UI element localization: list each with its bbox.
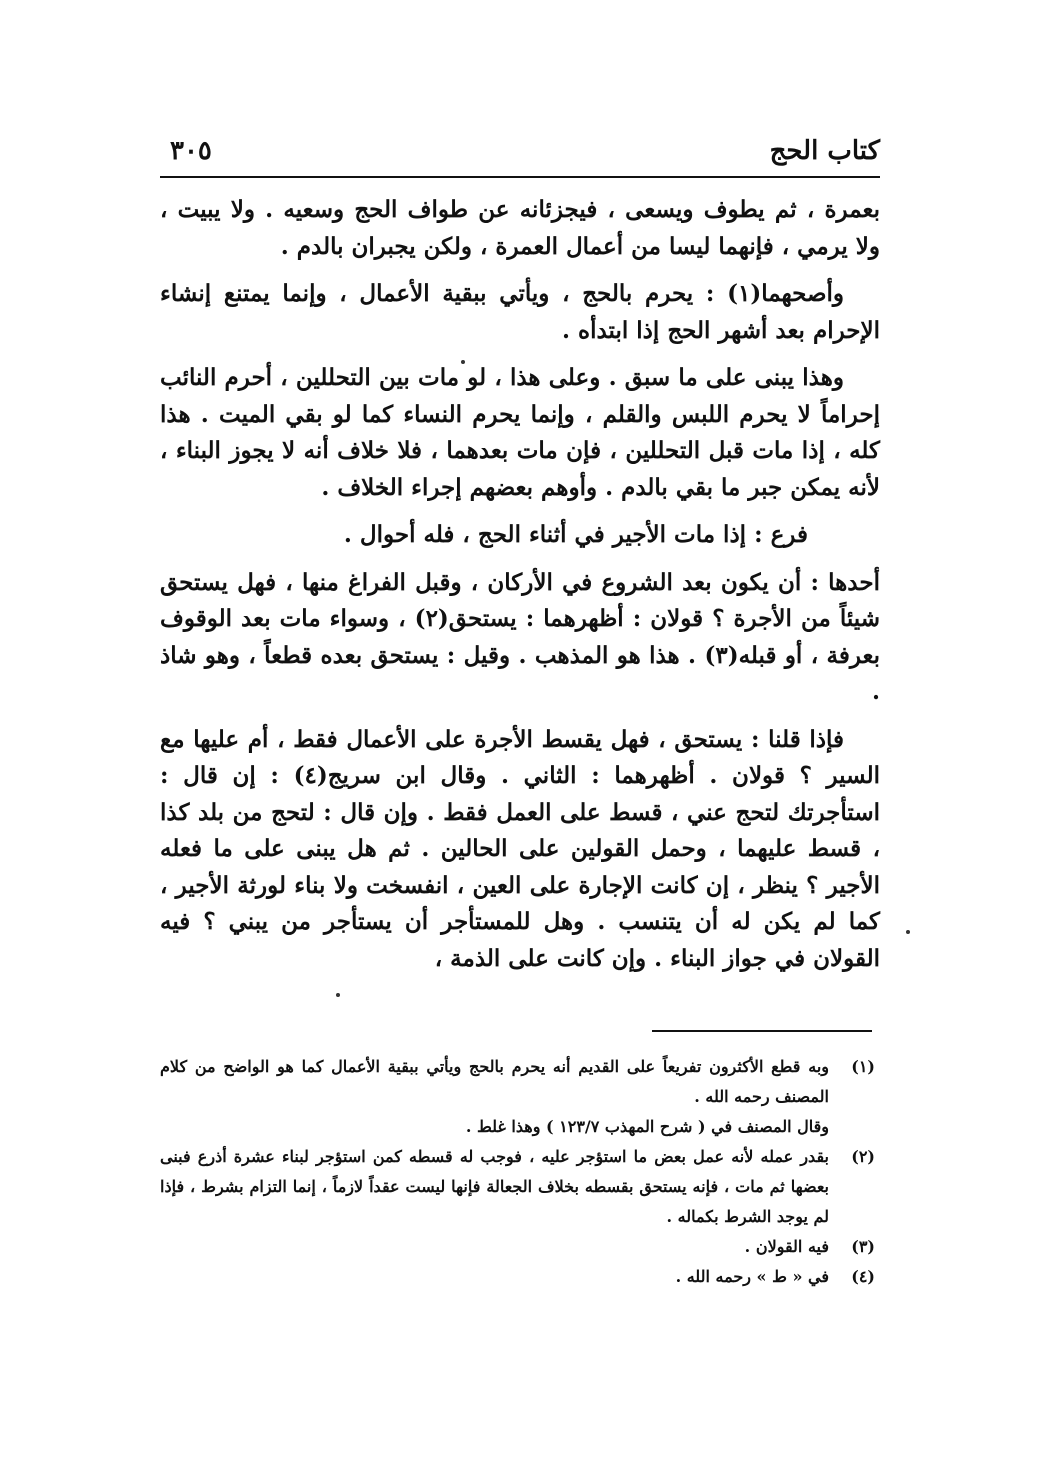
footnote-text: فيه القولان . xyxy=(744,1237,829,1256)
paragraph: وأصحهما(١) : يحرم بالحج ، ويأتي ببقية الأعمال ، وإنما يمتنع إنشاء الإحرام بعد أشهر الحج إذا ابتدأه . xyxy=(160,280,880,344)
footnotes xyxy=(160,1052,875,1292)
main-text xyxy=(160,192,880,988)
footnote-text: في « ط » رحمه الله . xyxy=(675,1267,829,1286)
footnote-text: بقدر عمله لأنه عمل بعض ما استؤجر عليه ، فوجب له قسطه كمن استؤجر لبناء عشرة أذرع فبنى بعضها ثم مات ، فإنه يستحق بقسطه بخلاف الجعالة فإنها ليست عقداً لازماً ، إنما التزام بشرط ، فإذا لم يوجد الشرط بكماله . xyxy=(160,1147,829,1226)
ink-speck xyxy=(461,360,465,364)
paragraph: فإذا قلنا : يستحق ، فهل يقسط الأجرة على الأعمال فقط ، أم عليها مع السير ؟ قولان . أظهرهما : الثاني . وقال ابن سريج(٤) : إن قال : استأجرتك لتحج عني ، قسط على العمل فقط . وإن قال : لتحج من بلد كذا ، قسط عليهما ، وحمل القولين على الحالين . ثم هل يبنى على ما فعله الأجير ؟ ينظر ، إن كانت الإجارة على العين ، انفسخت ولا بناء لورثة الأجير ، كما لم يكن له أن يتنسب . وهل للمستأجر أن يستأجر من يبني ؟ فيه القولان في جواز البناء . وإن كانت على الذمة ، xyxy=(160,725,880,972)
footnote-rule xyxy=(652,1030,872,1032)
footnote-1-continuation: وقال المصنف في ( شرح المهذب ١٢٣/٧ ) وهذا غلط . xyxy=(465,1117,829,1136)
page-header xyxy=(160,136,880,176)
paragraph: وهذا يبنى على ما سبق . وعلى هذا ، لو مات بين التحللين ، أحرم النائب إحراماً لا يحرم اللبس والقلم ، وإنما يحرم النساء كما لو بقي الميت . هذا كله ، إذا مات قبل التحللين ، فإن مات بعدهما ، فلا خلاف أنه لا يجوز البناء ، لأنه يمكن جبر ما بقي بالدم . وأوهم بعضهم إجراء الخلاف . xyxy=(160,364,880,501)
header-rule xyxy=(160,176,880,178)
chapter-title: كتاب الحج xyxy=(769,136,880,166)
page-number: ٣٠٥ xyxy=(170,136,212,166)
footnote-number: (١) xyxy=(851,1057,875,1076)
footnote-text: وبه قطع الأكثرون تفريعاً على القديم أنه يحرم بالحج ويأتي ببقية الأعمال كما هو الواضح من كلام المصنف رحمه الله . xyxy=(160,1057,829,1106)
ink-speck xyxy=(336,993,340,997)
footnote-number: (٣) xyxy=(851,1237,875,1256)
footnote-3 xyxy=(160,1232,875,1262)
paragraph: أحدها : أن يكون بعد الشروع في الأركان ، وقبل الفراغ منها ، فهل يستحق شيئاً من الأجرة ؟ قولان : أظهرهما : يستحق(٢) ، وسواء مات بعد الوقوف بعرفة ، أو قبله(٣) . هذا هو المذهب . وقيل : يستحق بعده قطعاً ، وهو شاذ . xyxy=(160,568,881,705)
paragraph: بعمرة ، ثم يطوف ويسعى ، فيجزئانه عن طواف الحج وسعيه . ولا يبيت ، ولا يرمي ، فإنهما ليسا من أعمال العمرة ، ولكن يجبران بالدم . xyxy=(160,196,880,260)
footnote-1 xyxy=(160,1052,875,1112)
ink-speck xyxy=(906,930,910,934)
footnote-number: (٤) xyxy=(851,1267,875,1286)
footnote-2 xyxy=(160,1142,875,1232)
paragraph-branch: فرع : إذا مات الأجير في أثناء الحج ، فله أحوال . xyxy=(343,521,808,548)
footnote-4 xyxy=(160,1262,875,1292)
footnote-number: (٢) xyxy=(851,1147,875,1166)
